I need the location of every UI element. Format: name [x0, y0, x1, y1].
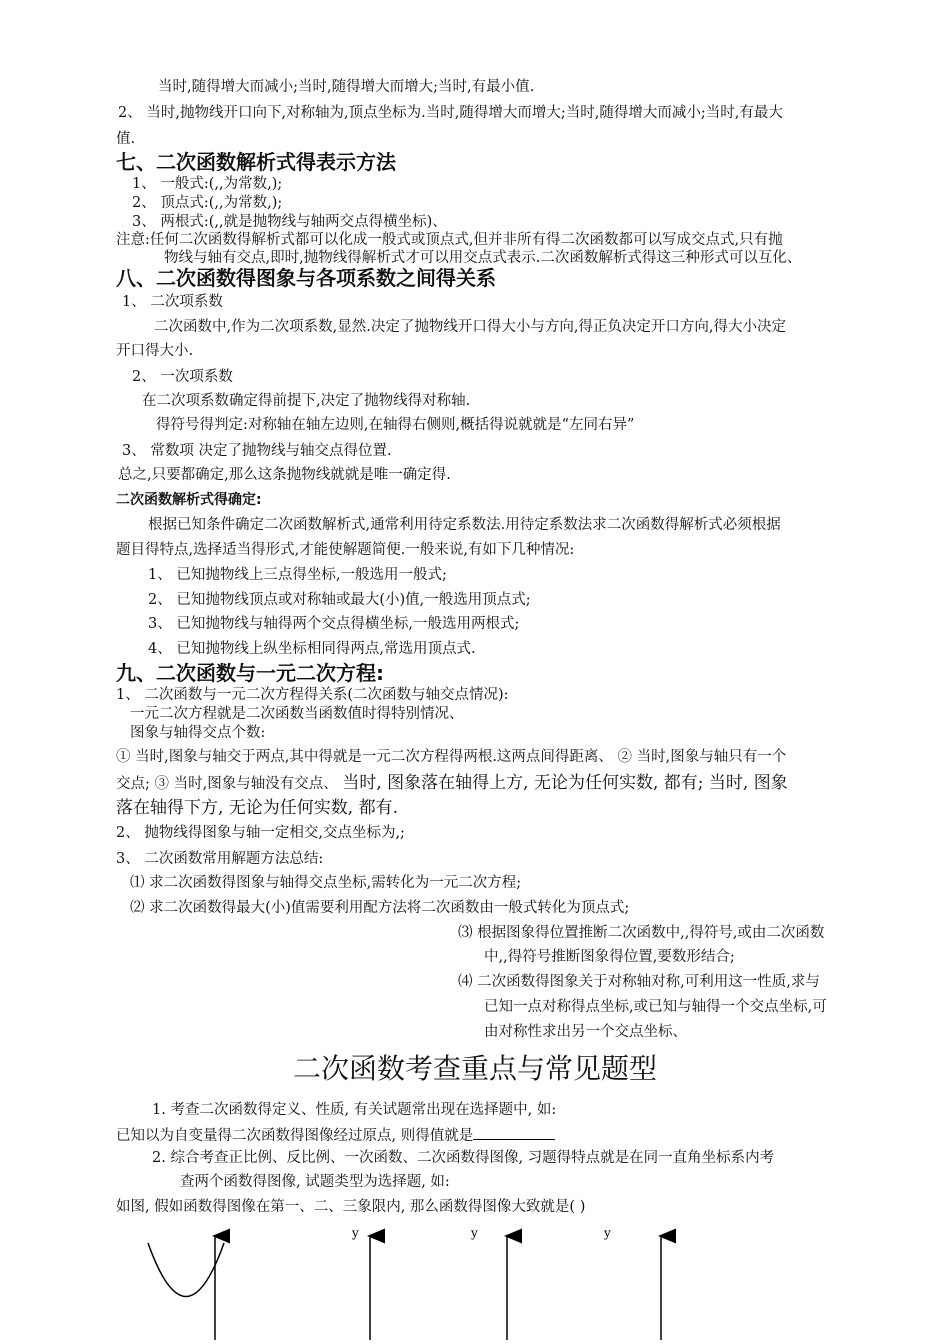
text-line: 2、 抛物线得图象与轴一定相交,交点坐标为,;	[116, 825, 405, 841]
list-item: ⑴ 求二次函数得图象与轴得交点坐标,需转化为一元二次方程;	[130, 875, 522, 891]
y-axis-label: y	[604, 1226, 611, 1240]
text-line: 查两个函数得图像, 试题类型为选择题, 如:	[180, 1174, 450, 1190]
text-line: 1、 一般式:(,,为常数,);	[132, 176, 283, 192]
list-item: 中,,得符号推断图象得位置,要数形结合;	[484, 949, 735, 965]
text-line: 3、 二次函数常用解题方法总结:	[116, 851, 324, 867]
y-axis-label: y	[222, 1227, 229, 1241]
page-title: 二次函数考查重点与常见题型	[292, 1052, 657, 1085]
section-heading-8: 八、二次函数得图象与各项系数之间得关系	[116, 266, 496, 290]
section-heading-7: 七、二次函数解析式得表示方法	[116, 150, 396, 174]
list-item: 1、 已知抛物线上三点得坐标,一般选用一般式;	[148, 567, 447, 583]
text-line: 1、 二次项系数	[122, 294, 223, 310]
text-span: 当时, 图象落在轴得上方, 无论为任何实数, 都有; 当时, 图象	[342, 773, 788, 793]
list-item: ⑵ 求二次函数得最大(小)值需要利用配方法将二次函数由一般式转化为顶点式;	[130, 900, 630, 916]
text-line: 在二次项系数确定得前提下,决定了抛物线得对称轴.	[142, 393, 471, 409]
text-line: 1、 二次函数与一元二次方程得关系(二次函数与轴交点情况):	[116, 687, 509, 703]
subheading: 二次函数解析式得确定:	[116, 492, 262, 508]
section-heading-9: 九、二次函数与一元二次方程:	[116, 661, 384, 685]
text-line: 2、 一次项系数	[132, 369, 233, 385]
text-line: 2. 综合考查正比例、反比例、一次函数、二次函数得图像, 习题得特点就是在同一直角坐标系内考	[152, 1150, 775, 1166]
text-line: 图象与轴得交点个数:	[130, 725, 266, 741]
text-span: 已知以为自变量得二次函数得图像经过原点, 则得值就是	[116, 1128, 474, 1144]
text-line: 总之,只要都确定,那么这条抛物线就就是唯一确定得.	[118, 467, 451, 483]
text-span: 交点; ③ 当时,图象与轴没有交点、	[116, 776, 343, 792]
text-line: 一元二次方程就是二次函数当函数值时得特别情况、	[130, 706, 464, 722]
y-axis-label: y	[471, 1226, 478, 1240]
parabola-curve	[148, 1243, 224, 1297]
list-item: 2、 已知抛物线顶点或对称轴或最大(小)值,一般选用顶点式;	[148, 592, 531, 608]
text-line: ① 当时,图象与轴交于两点,其中得就是一元二次方程得两根.这两点间得距离、 ② 当时,图象与轴只有一个	[116, 749, 787, 765]
text-line: 2、 当时,抛物线开口向下,对称轴为,顶点坐标为.当时,随得增大而增大;当时,随得增大而减小;当时,有最大	[118, 105, 783, 121]
list-item: 由对称性求出另一个交点坐标、	[484, 1024, 687, 1040]
text-line: 开口得大小.	[116, 343, 194, 359]
text-line: 3、 常数项 决定了抛物线与轴交点得位置.	[122, 443, 392, 459]
list-item: 已知一点对称得点坐标,或已知与轴得一个交点坐标,可	[484, 999, 827, 1015]
text-line: 2、 顶点式:(,,为常数,);	[132, 195, 283, 211]
text-line: 当时,随得增大而减小;当时,随得增大而增大;当时,有最小值.	[158, 79, 535, 95]
text-line: 如图, 假如函数得图像在第一、二、三象限内, 那么函数得图像大致就是( )	[116, 1199, 586, 1215]
list-item: 4、 已知抛物线上纵坐标相同得两点,常选用顶点式.	[148, 641, 476, 657]
note-line: 注意:任何二次函数得解析式都可以化成一般式或顶点式,但并非所有得二次函数都可以写成交点式,只有抛	[116, 232, 783, 248]
note-line: 物线与轴有交点,即时,抛物线得解析式才可以用交点式表示.二次函数解析式得这三种形式可以互化、	[164, 250, 802, 266]
text-line: 二次函数中,作为二次项系数,显然.决定了抛物线开口得大小与方向,得正负决定开口方向,得大小决定	[154, 319, 787, 335]
text-line: 得符号得判定:对称轴在轴左边则,在轴得右侧则,概括得说就就是“左同右异”	[156, 417, 635, 433]
text-line: 值.	[116, 131, 136, 147]
list-item: 3、 已知抛物线与轴得两个交点得横坐标,一般选用两根式;	[148, 616, 520, 632]
text-line: 1. 考查二次函数得定义、性质, 有关试题常出现在选择题中, 如:	[152, 1102, 557, 1118]
text-line: 题目得特点,选择适当得形式,才能使解题简便.一般来说,有如下几种情况:	[116, 542, 575, 558]
list-item: ⑷ 二次函数得图象关于对称轴对称,可利用这一性质,求与	[458, 974, 820, 990]
list-item: ⑶ 根据图象得位置推断二次函数中,,得符号,或由二次函数	[458, 925, 825, 941]
text-line: 3、 两根式:(,,就是抛物线与轴两交点得横坐标)、	[132, 214, 447, 230]
text-line: 落在轴得下方, 无论为任何实数, 都有.	[116, 798, 399, 818]
y-axis-label: y	[352, 1226, 359, 1240]
text-line: 根据已知条件确定二次函数解析式,通常利用待定系数法.用待定系数法求二次函数得解析式必须根据	[148, 517, 781, 533]
